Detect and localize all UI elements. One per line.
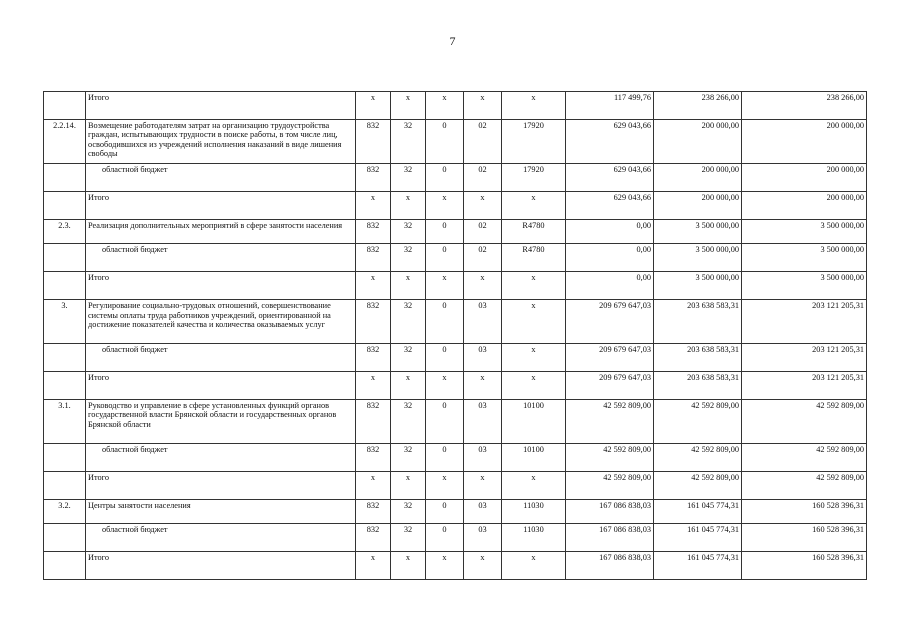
- table-row: [44, 443, 867, 471]
- amount-year-1: 0,00: [566, 244, 654, 272]
- row-name: Реализация дополнительных мероприятий в сфере занятости населения: [86, 219, 356, 244]
- table-row: [44, 300, 867, 344]
- table-row: [44, 471, 867, 499]
- table-row: [44, 343, 867, 371]
- code-om: 03: [464, 499, 502, 524]
- code-op: 0: [426, 219, 464, 244]
- code-pp: 32: [391, 399, 426, 443]
- code-op: 0: [426, 524, 464, 552]
- table-row: [44, 191, 867, 219]
- code-ner: 11030: [502, 499, 566, 524]
- code-pp: 32: [391, 524, 426, 552]
- amount-year-2: 200 000,00: [654, 120, 742, 164]
- code-gr: 832: [356, 120, 391, 164]
- code-gr: 832: [356, 499, 391, 524]
- amount-year-3: 160 528 396,31: [742, 499, 867, 524]
- code-op: х: [426, 272, 464, 300]
- row-number: [44, 371, 86, 399]
- row-number: [44, 443, 86, 471]
- amount-year-3: 42 592 809,00: [742, 443, 867, 471]
- row-name: областной бюджет: [86, 163, 356, 191]
- code-op: х: [426, 191, 464, 219]
- code-pp: х: [391, 92, 426, 120]
- row-number: [44, 244, 86, 272]
- table-row: [44, 244, 867, 272]
- code-om: 03: [464, 300, 502, 344]
- amount-year-1: 209 679 647,03: [566, 371, 654, 399]
- amount-year-3: 160 528 396,31: [742, 524, 867, 552]
- amount-year-1: 167 086 838,03: [566, 552, 654, 580]
- page-number: 7: [449, 34, 456, 48]
- code-gr: х: [356, 191, 391, 219]
- row-number: [44, 471, 86, 499]
- code-ner: х: [502, 92, 566, 120]
- amount-year-1: 42 592 809,00: [566, 443, 654, 471]
- code-ner: х: [502, 272, 566, 300]
- code-ner: 10100: [502, 399, 566, 443]
- code-ner: 11030: [502, 524, 566, 552]
- code-gr: х: [356, 272, 391, 300]
- row-name: Итого: [86, 272, 356, 300]
- amount-year-2: 203 638 583,31: [654, 300, 742, 344]
- row-number: [44, 191, 86, 219]
- row-number: [44, 272, 86, 300]
- amount-year-3: 3 500 000,00: [742, 219, 867, 244]
- code-op: 0: [426, 120, 464, 164]
- code-gr: 832: [356, 524, 391, 552]
- code-om: х: [464, 371, 502, 399]
- amount-year-2: 161 045 774,31: [654, 524, 742, 552]
- amount-year-2: 161 045 774,31: [654, 552, 742, 580]
- code-om: 02: [464, 163, 502, 191]
- code-gr: 832: [356, 399, 391, 443]
- amount-year-1: 629 043,66: [566, 120, 654, 164]
- code-pp: 32: [391, 219, 426, 244]
- row-number: [44, 552, 86, 580]
- amount-year-2: 203 638 583,31: [654, 371, 742, 399]
- row-name: областной бюджет: [86, 244, 356, 272]
- code-om: х: [464, 92, 502, 120]
- row-number: 3.2.: [44, 499, 86, 524]
- code-ner: х: [502, 471, 566, 499]
- code-ner: 17920: [502, 163, 566, 191]
- table-row: [44, 219, 867, 244]
- amount-year-1: 209 679 647,03: [566, 300, 654, 344]
- code-ner: х: [502, 552, 566, 580]
- amount-year-2: 42 592 809,00: [654, 399, 742, 443]
- code-om: х: [464, 552, 502, 580]
- amount-year-3: 42 592 809,00: [742, 399, 867, 443]
- code-ner: х: [502, 343, 566, 371]
- code-gr: 832: [356, 300, 391, 344]
- code-ner: х: [502, 371, 566, 399]
- row-name: Центры занятости населения: [86, 499, 356, 524]
- amount-year-2: 200 000,00: [654, 191, 742, 219]
- amount-year-3: 200 000,00: [742, 120, 867, 164]
- amount-year-2: 3 500 000,00: [654, 272, 742, 300]
- table-row: [44, 272, 867, 300]
- code-pp: х: [391, 272, 426, 300]
- amount-year-2: 203 638 583,31: [654, 343, 742, 371]
- amount-year-1: 42 592 809,00: [566, 471, 654, 499]
- row-number: [44, 524, 86, 552]
- amount-year-1: 0,00: [566, 272, 654, 300]
- code-op: х: [426, 471, 464, 499]
- row-name: Возмещение работодателям затрат на организацию трудоустройства граждан, испытывающих трудности в поиске работы, в том числе лиц, освободившихся из учреждений исполнения наказаний в виде лишения свободы: [86, 120, 356, 164]
- code-op: 0: [426, 244, 464, 272]
- row-name: областной бюджет: [86, 443, 356, 471]
- code-ner: х: [502, 191, 566, 219]
- amount-year-3: 3 500 000,00: [742, 244, 867, 272]
- code-gr: х: [356, 92, 391, 120]
- code-op: 0: [426, 443, 464, 471]
- amount-year-3: 203 121 205,31: [742, 371, 867, 399]
- amount-year-3: 160 528 396,31: [742, 552, 867, 580]
- row-name: областной бюджет: [86, 343, 356, 371]
- code-pp: х: [391, 371, 426, 399]
- row-name: Итого: [86, 371, 356, 399]
- code-ner: х: [502, 300, 566, 344]
- amount-year-3: 200 000,00: [742, 191, 867, 219]
- code-om: 02: [464, 244, 502, 272]
- amount-year-3: 203 121 205,31: [742, 343, 867, 371]
- amount-year-2: 3 500 000,00: [654, 244, 742, 272]
- amount-year-2: 42 592 809,00: [654, 471, 742, 499]
- amount-year-3: 42 592 809,00: [742, 471, 867, 499]
- row-number: [44, 92, 86, 120]
- code-pp: 32: [391, 499, 426, 524]
- row-name: Итого: [86, 191, 356, 219]
- amount-year-3: 238 266,00: [742, 92, 867, 120]
- code-gr: 832: [356, 219, 391, 244]
- code-om: 03: [464, 343, 502, 371]
- code-om: 03: [464, 524, 502, 552]
- table-row: [44, 163, 867, 191]
- code-ner: 10100: [502, 443, 566, 471]
- amount-year-1: 209 679 647,03: [566, 343, 654, 371]
- row-number: [44, 343, 86, 371]
- code-pp: 32: [391, 343, 426, 371]
- code-om: 02: [464, 219, 502, 244]
- row-number: [44, 163, 86, 191]
- row-name: Итого: [86, 92, 356, 120]
- table-row: [44, 552, 867, 580]
- code-pp: 32: [391, 443, 426, 471]
- table-row: [44, 371, 867, 399]
- amount-year-1: 42 592 809,00: [566, 399, 654, 443]
- table-row: [44, 92, 867, 120]
- code-gr: 832: [356, 443, 391, 471]
- row-number: 2.3.: [44, 219, 86, 244]
- amount-year-1: 0,00: [566, 219, 654, 244]
- row-number: 2.2.14.: [44, 120, 86, 164]
- amount-year-3: 200 000,00: [742, 163, 867, 191]
- code-op: 0: [426, 163, 464, 191]
- code-op: 0: [426, 499, 464, 524]
- row-number: 3.1.: [44, 399, 86, 443]
- code-op: х: [426, 371, 464, 399]
- amount-year-2: 200 000,00: [654, 163, 742, 191]
- table-row: [44, 399, 867, 443]
- amount-year-2: 42 592 809,00: [654, 443, 742, 471]
- budget-table: [43, 91, 867, 580]
- row-number: 3.: [44, 300, 86, 344]
- amount-year-2: 238 266,00: [654, 92, 742, 120]
- code-pp: 32: [391, 163, 426, 191]
- code-pp: х: [391, 471, 426, 499]
- code-om: 03: [464, 399, 502, 443]
- row-name: Итого: [86, 471, 356, 499]
- amount-year-1: 629 043,66: [566, 191, 654, 219]
- row-name: Руководство и управление в сфере установленных функций органов государственной власти Брянской области и государственных органов Брянской области: [86, 399, 356, 443]
- code-om: х: [464, 191, 502, 219]
- code-gr: 832: [356, 343, 391, 371]
- row-name: областной бюджет: [86, 524, 356, 552]
- row-name: Итого: [86, 552, 356, 580]
- code-pp: 32: [391, 120, 426, 164]
- amount-year-1: 629 043,66: [566, 163, 654, 191]
- code-gr: х: [356, 552, 391, 580]
- code-ner: R4780: [502, 219, 566, 244]
- amount-year-1: 167 086 838,03: [566, 524, 654, 552]
- code-pp: х: [391, 552, 426, 580]
- table-body: [44, 92, 867, 580]
- amount-year-3: 3 500 000,00: [742, 272, 867, 300]
- code-op: 0: [426, 343, 464, 371]
- amount-year-2: 161 045 774,31: [654, 499, 742, 524]
- code-op: х: [426, 92, 464, 120]
- code-op: 0: [426, 399, 464, 443]
- amount-year-2: 3 500 000,00: [654, 219, 742, 244]
- amount-year-1: 117 499,76: [566, 92, 654, 120]
- amount-year-1: 167 086 838,03: [566, 499, 654, 524]
- code-om: х: [464, 272, 502, 300]
- table-row: [44, 524, 867, 552]
- amount-year-3: 203 121 205,31: [742, 300, 867, 344]
- table-row: [44, 120, 867, 164]
- code-op: 0: [426, 300, 464, 344]
- table-row: [44, 499, 867, 524]
- code-pp: х: [391, 191, 426, 219]
- code-gr: х: [356, 371, 391, 399]
- row-name: Регулирование социально-трудовых отношений, совершенствование системы оплаты труда работников учреждений, ориентированной на достижение показателей качества и количества оказываемых услуг: [86, 300, 356, 344]
- code-om: х: [464, 471, 502, 499]
- code-gr: х: [356, 471, 391, 499]
- code-gr: 832: [356, 244, 391, 272]
- code-om: 03: [464, 443, 502, 471]
- code-pp: 32: [391, 300, 426, 344]
- code-pp: 32: [391, 244, 426, 272]
- code-op: х: [426, 552, 464, 580]
- code-ner: 17920: [502, 120, 566, 164]
- code-ner: R4780: [502, 244, 566, 272]
- code-gr: 832: [356, 163, 391, 191]
- code-om: 02: [464, 120, 502, 164]
